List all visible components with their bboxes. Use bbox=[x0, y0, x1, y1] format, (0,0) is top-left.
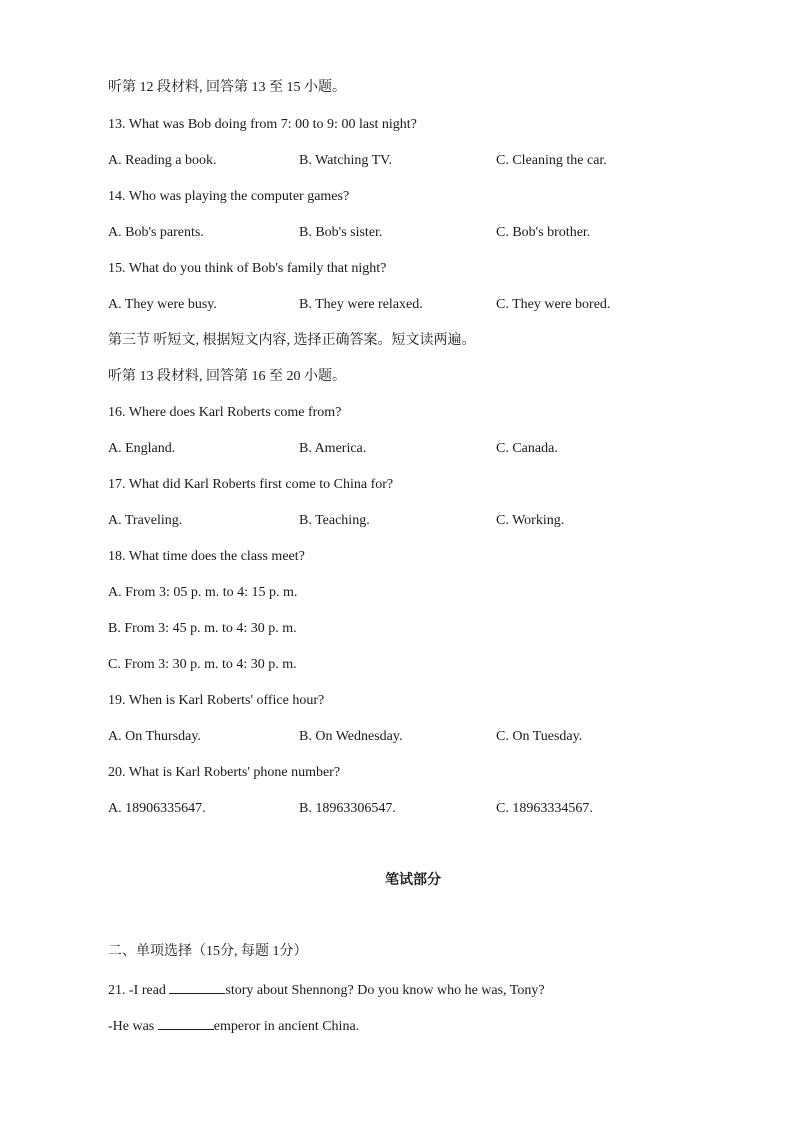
listening-intro-12: 听第 12 段材料, 回答第 13 至 15 小题。 bbox=[108, 80, 346, 95]
question-14-option-b: B. Bob's sister. bbox=[299, 225, 383, 240]
question-16-option-b: B. America. bbox=[299, 441, 367, 456]
answer-blank bbox=[158, 1015, 214, 1030]
question-20-stem: 20. What is Karl Roberts' phone number? bbox=[108, 765, 341, 780]
question-19-stem: 19. When is Karl Roberts' office hour? bbox=[108, 693, 325, 708]
question-21-line-2-end: emperor in ancient China. bbox=[213, 1019, 360, 1034]
question-17-stem: 17. What did Karl Roberts first come to China for? bbox=[108, 477, 394, 492]
question-19-option-c: C. On Tuesday. bbox=[496, 729, 583, 744]
question-19-option-b: B. On Wednesday. bbox=[299, 729, 403, 744]
question-21-line-1-end: story about Shennong? Do you know who he was, Tony? bbox=[225, 983, 545, 998]
question-14-stem: 14. Who was playing the computer games? bbox=[108, 189, 350, 204]
question-13-option-b: B. Watching TV. bbox=[299, 153, 392, 168]
question-14-option-c: C. Bob's brother. bbox=[496, 225, 591, 240]
question-21-line-1-start: 21. -I read bbox=[108, 983, 170, 998]
question-18-option-b: B. From 3: 45 p. m. to 4: 30 p. m. bbox=[108, 621, 297, 636]
question-13-option-a: A. Reading a book. bbox=[108, 153, 217, 168]
question-13-stem: 13. What was Bob doing from 7: 00 to 9: 00 last night? bbox=[108, 117, 417, 132]
answer-blank bbox=[169, 979, 225, 994]
question-15-stem: 15. What do you think of Bob's family that night? bbox=[108, 261, 387, 276]
question-21-line-2-start: -He was bbox=[108, 1019, 158, 1034]
question-16-option-a: A. England. bbox=[108, 441, 176, 456]
question-17-option-b: B. Teaching. bbox=[299, 513, 370, 528]
question-14-option-a: A. Bob's parents. bbox=[108, 225, 204, 240]
question-20-option-c: C. 18963334567. bbox=[496, 801, 593, 816]
question-20-option-a: A. 18906335647. bbox=[108, 801, 206, 816]
question-18-option-c: C. From 3: 30 p. m. to 4: 30 p. m. bbox=[108, 657, 297, 672]
section-3-heading: 第三节 听短文, 根据短文内容, 选择正确答案。短文读两遍。 bbox=[108, 333, 476, 348]
question-19-option-a: A. On Thursday. bbox=[108, 729, 201, 744]
question-20-option-b: B. 18963306547. bbox=[299, 801, 396, 816]
question-15-option-a: A. They were busy. bbox=[108, 297, 217, 312]
listening-intro-13: 听第 13 段材料, 回答第 16 至 20 小题。 bbox=[108, 369, 346, 384]
question-18-option-a: A. From 3: 05 p. m. to 4: 15 p. m. bbox=[108, 585, 298, 600]
question-21-line-2 bbox=[108, 1015, 359, 1037]
question-17-option-a: A. Traveling. bbox=[108, 513, 183, 528]
written-part-title: 笔试部分 bbox=[385, 873, 441, 888]
question-15-option-c: C. They were bored. bbox=[496, 297, 611, 312]
question-18-stem: 18. What time does the class meet? bbox=[108, 549, 305, 564]
question-17-option-c: C. Working. bbox=[496, 513, 565, 528]
question-13-option-c: C. Cleaning the car. bbox=[496, 153, 607, 168]
question-21-line-1 bbox=[108, 979, 545, 1001]
question-16-stem: 16. Where does Karl Roberts come from? bbox=[108, 405, 342, 420]
question-16-option-c: C. Canada. bbox=[496, 441, 558, 456]
section-2-heading: 二、单项选择（15分, 每题 1分） bbox=[108, 944, 308, 959]
question-15-option-b: B. They were relaxed. bbox=[299, 297, 423, 312]
